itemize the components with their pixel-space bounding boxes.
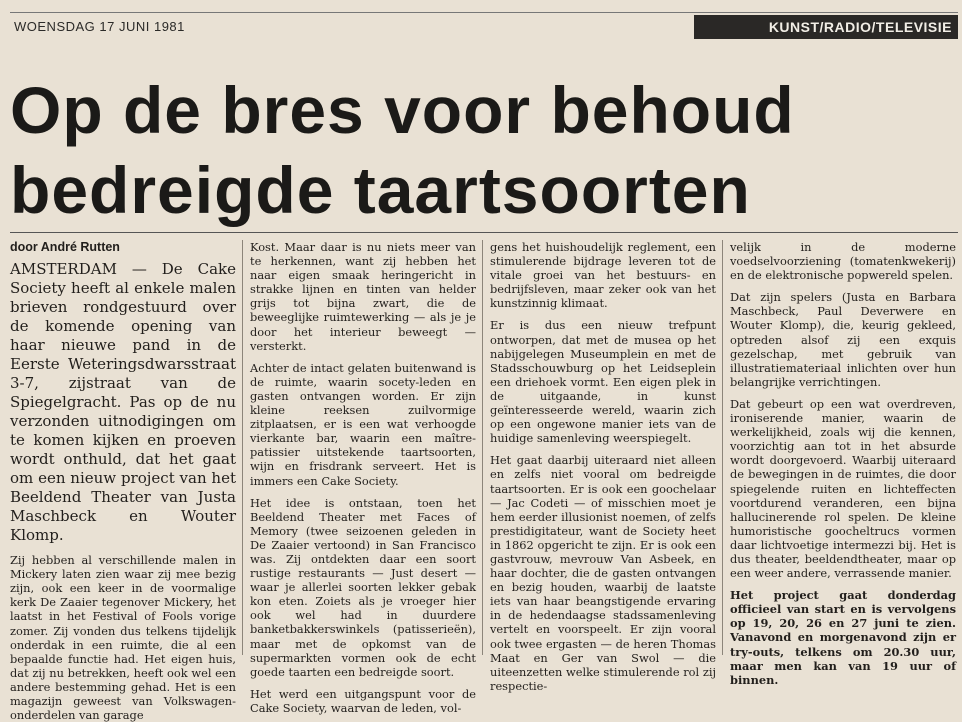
headline-rule [10, 232, 958, 233]
issue-date: WOENSDAG 17 JUNI 1981 [14, 19, 185, 34]
event-info-paragraph: Het project gaat donderdag officieel van start en is vervolgens op 19, 20, 26 en 27 juni te zien. Vanavond en morgenavond zijn er try-outs, telkens om 20.30 uur, maar men kan van 19 uur of binnen. [730, 588, 956, 687]
column-divider [482, 240, 483, 655]
headline-line-2: bedreigde taartsoorten [10, 153, 751, 227]
paragraph: Achter de intact gelaten buitenwand is de ruimte, waarin socety-leden en gasten ontvangen worden. Er zijn kleine reeksen zuilvormige zitplaatsen, er is een wat verhoogde vierkante bar, waarin een maître-patissier uitstekende taartsoorten, wijn en frisdrank serveert. Het is immers een Cake Society. [250, 360, 476, 488]
lead-paragraph: AMSTERDAM — De Cake Society heeft al enkele malen brieven rondgestuurd over de komende opening van haar nieuwe pand in de Eerste Weteringsdwarsstraat 3-7, zijstraat van de Spiegelgracht. Pas op de nu verzonden uitnodigingen om te komen kijken en proeven wordt onthuld, dat het gaat om een nieuw project van het Beeldend Theater van Justa Maschbeck en Wouter Klomp. [10, 260, 236, 545]
paragraph: Dat zijn spelers (Justa en Barbara Maschbeck, Paul Deverwere en Wouter Klomp), die, keurig gekleed, optreden alsof zij een exquis gezelschap, met gebruik van illustratiemateriaal inlichten over hun belangrijke verrichtingen. [730, 290, 956, 389]
headline-line-1: Op de bres voor behoud [10, 73, 795, 147]
column-divider [722, 240, 723, 655]
column-1 [10, 240, 236, 722]
page-header [10, 12, 958, 43]
column-divider [242, 240, 243, 655]
headline [10, 70, 955, 230]
byline: door André Rutten [10, 240, 120, 254]
column-3 [490, 240, 716, 693]
paragraph: Dat gebeurt op een wat overdreven, ironiserende manier, waarin de werkelijkheid, zoals wij die kennen, voorzichtig aan tot in het absurde wordt doorgevoerd. Waarbij uiteraard de bewegingen in de ruimtes, die door spiegelende ruiten en lichteffecten voortdurend veranderen, een bijna hallucinerende rol spelen. De kleine humoristische goocheltrucs vormen daar lichtvoetige intermezzi bij. Het is dus theater, beeldendtheater, maar op een weer andere, verrassende manier. [730, 396, 956, 581]
paragraph: gens het huishoudelijk reglement, een stimulerende bijdrage leveren tot de vitale groei van het bestuurs- en bedrijfsleven, maar zeker ook van het kunstzinnig klimaat. [490, 240, 716, 311]
paragraph: Het idee is ontstaan, toen het Beeldend Theater met Faces of Memory (twee seizoenen geleden in De Zaaier vertoond) in San Francisco was. Zij ontdekten daar een soort rustige restaurants — Just desert — waar je allerlei soorten lekker gebak kon eten. Zoiets als je vroeger hier ook wel had in duurdere banketbakkerswinkels (patisserieën), maar met de opkomst van de supermarkten vormen ook de echt goede taarten een bedreigde soort. [250, 495, 476, 679]
section-banner: KUNST/RADIO/TELEVISIE [694, 15, 958, 39]
paragraph: Het gaat daarbij uiteraard niet alleen en zelfs niet vooral om bedreigde taartsoorten. Er is ook een goochelaar — Jac Codeti — of misschien moet je hem eerder illusionist noemen, of zelfs prestidigitateur, want de Society heet in 1862 opgericht te zijn. Er is ook een gastvrouw, mevrouw Van Asbeek, en haar dochter, die de gasten ontvangen en bezig houden, waarbij de laatste iets van haar beangstigende ervaring in de hedendaagse stadssamenleving vertelt en voorspeelt. Er zijn vooral ook twee ergasten — de heren Thomas Maat en Ger van Swol — die uiteenzetten welke stimulerende rol zij respectie- [490, 453, 716, 693]
paragraph: Zij hebben al verschillende malen in Mickery laten zien waar zij mee bezig zijn, ook een keer in de voormalige kerk De Zaaier tegenover Mickery, het laatst in het Festival of Fools vorige zomer. Zij vonden dus telkens tijdelijk onderdak in een ruimte, die al een bepaalde functie had. Het eigen huis, dat zij nu betrekken, heeft ook wel een andere bestemming gehad. Het is een magazijn geweest van Volkswagen-onderdelen van garage [10, 553, 236, 722]
paragraph: Kost. Maar daar is nu niets meer van te herkennen, want zij hebben het naar eigen smaak heringericht in strakke lijnen en tinten van helder grijs tot bijna zwart, die de beweeglijke ruimtewerking — als je je door het interieur beweegt — versterkt. [250, 240, 476, 353]
paragraph: Er is dus een nieuw trefpunt ontworpen, dat met de musea op het nabijgelegen Museumplein en met de Stadsschouwburg op het Leidseplein een driehoek vormt. Een eigen plek in de uitgaande, in kunst geïnteresseerde wereld, waarin zich op een ongewone manier iets van de huidige samenleving weerspiegelt. [490, 318, 716, 446]
paragraph: Het werd een uitgangspunt voor de Cake Society, waarvan de leden, vol- [250, 686, 476, 715]
column-2 [250, 240, 476, 715]
paragraph: velijk in de moderne voedselvoorziening (tomatenkwekerij) en de elektronische popwereld spelen. [730, 240, 956, 283]
column-4 [730, 240, 956, 687]
